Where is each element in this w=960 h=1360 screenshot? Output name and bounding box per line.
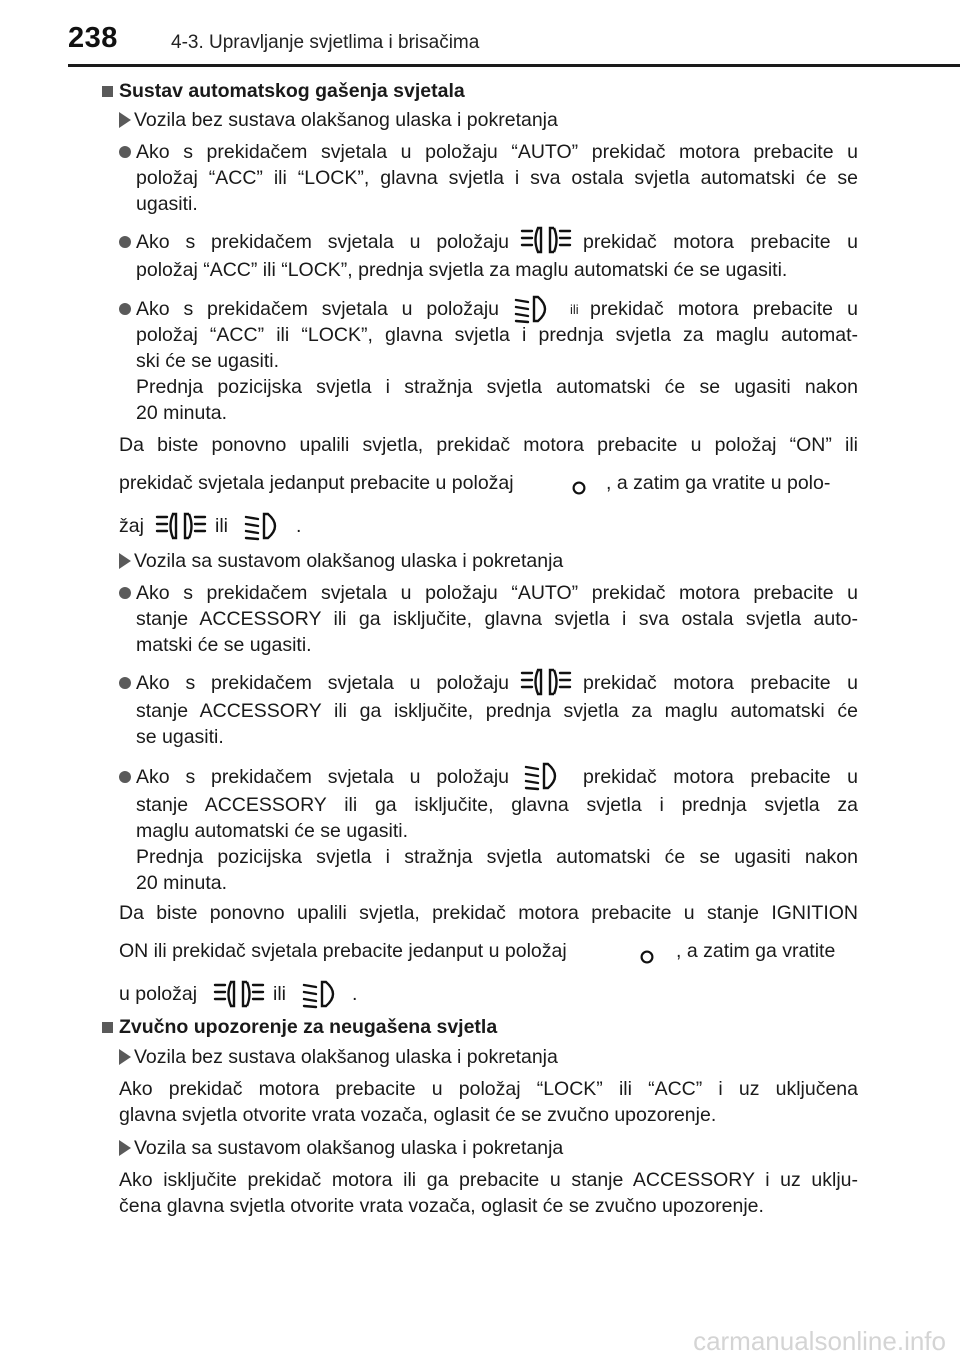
- round-bullet-icon: [119, 771, 131, 783]
- headlight-icon: [524, 761, 564, 791]
- paragraph-line: ili: [273, 983, 286, 1005]
- round-bullet-icon: [119, 236, 131, 248]
- bullet-line: prekidač motora prebacite u: [583, 672, 858, 694]
- bullet-line: stanje ACCESSORY ili ga isključite, prednja svjetla za maglu automatski će: [136, 700, 858, 722]
- lights-off-icon: [638, 948, 656, 966]
- paragraph-line: prekidač svjetala jedanput prebacite u položaj: [119, 472, 514, 494]
- bullet-line: ugasiti.: [136, 193, 198, 215]
- bullet-line: Ako s prekidačem svjetala u položaju: [136, 766, 509, 788]
- ili-label: ili: [570, 302, 579, 317]
- bullet-line: maglu automatski će se ugasiti.: [136, 820, 409, 842]
- fog-light-icon: [520, 667, 572, 697]
- paragraph-line: u položaj: [119, 983, 198, 1005]
- triangle-bullet-icon: [119, 553, 131, 569]
- subsection-title: Vozila bez sustava olakšanog ulaska i pokretanja: [134, 109, 558, 131]
- paragraph-line: čena glavna svjetla otvorite vrata vozača, oglasit će se zvučno upozorenje.: [119, 1195, 764, 1217]
- fog-light-icon: [155, 511, 207, 541]
- lights-off-icon: [570, 479, 588, 497]
- paragraph-line: ON ili prekidač svjetala prebacite jedanput u položaj: [119, 940, 567, 962]
- paragraph-line: , a zatim ga vratite: [676, 940, 836, 962]
- page-header: [0, 0, 960, 70]
- subsection-title: Vozila sa sustavom olakšanog ulaska i pokretanja: [134, 550, 564, 572]
- subsection-title: Vozila bez sustava olakšanog ulaska i pokretanja: [134, 1046, 558, 1068]
- fog-light-icon: [213, 979, 265, 1009]
- triangle-bullet-icon: [119, 1140, 131, 1156]
- bullet-line: Ako s prekidačem svjetala u položaju: [136, 298, 499, 320]
- round-bullet-icon: [119, 587, 131, 599]
- bullet-line: položaj “ACC” ili “LOCK”, prednja svjetla za maglu automatski će se ugasiti.: [136, 259, 788, 281]
- bullet-line: položaj “ACC” ili “LOCK”, glavna svjetla i sva ostala svjetla automatski će se: [136, 167, 858, 189]
- bullet-line: 20 minuta.: [136, 872, 228, 894]
- paragraph-line: Da biste ponovno upalili svjetla, prekidač motora prebacite u stanje IGNITION: [119, 902, 858, 924]
- bullet-line: Ako s prekidačem svjetala u položaju: [136, 231, 509, 253]
- section-heading: Sustav automatskog gašenja svjetala: [119, 80, 465, 102]
- paragraph-line: .: [296, 515, 302, 537]
- triangle-bullet-icon: [119, 112, 131, 128]
- paragraph-line: Da biste ponovno upalili svjetla, prekidač motora prebacite u položaj “ON” ili: [119, 434, 858, 456]
- section-heading: Zvučno upozorenje za neugašena svjetla: [119, 1016, 498, 1038]
- page-number: 238: [68, 22, 118, 54]
- header-divider: [68, 64, 960, 67]
- bullet-line: Ako s prekidačem svjetala u položaju “AUTO” prekidač motora prebacite u: [136, 582, 858, 604]
- bullet-line: prekidač motora prebacite u: [590, 298, 858, 320]
- triangle-bullet-icon: [119, 1049, 131, 1065]
- bullet-line: prekidač motora prebacite u: [583, 231, 858, 253]
- paragraph-line: Ako prekidač motora prebacite u položaj “LOCK” ili “ACC” i uz uključena: [119, 1078, 858, 1100]
- fog-light-icon: [520, 225, 572, 255]
- headlight-icon: [244, 511, 284, 541]
- bullet-line: Ako s prekidačem svjetala u položaju: [136, 672, 509, 694]
- bullet-line: 20 minuta.: [136, 402, 228, 424]
- headlight-icon: [514, 294, 554, 324]
- bullet-line: prekidač motora prebacite u: [583, 766, 858, 788]
- paragraph-line: .: [352, 983, 358, 1005]
- subsection-title: Vozila sa sustavom olakšanog ulaska i pokretanja: [134, 1137, 564, 1159]
- bullet-line: Ako s prekidačem svjetala u položaju “AUTO” prekidač motora prebacite u: [136, 141, 858, 163]
- bullet-line: Prednja pozicijska svjetla i stražnja svjetla automatski će se ugasiti nakon: [136, 846, 858, 868]
- bullet-line: položaj “ACC” ili “LOCK”, glavna svjetla i prednja svjetla za maglu automat-: [136, 324, 858, 346]
- square-bullet-icon: [102, 86, 113, 97]
- square-bullet-icon: [102, 1022, 113, 1033]
- paragraph-line: žaj: [119, 515, 144, 537]
- bullet-line: se ugasiti.: [136, 726, 224, 748]
- paragraph-line: Ako isključite prekidač motora ili ga prebacite u stanje ACCESSORY i uz uklju-: [119, 1169, 858, 1191]
- round-bullet-icon: [119, 303, 131, 315]
- round-bullet-icon: [119, 146, 131, 158]
- round-bullet-icon: [119, 677, 131, 689]
- watermark: carmanualsonline.info: [693, 1326, 946, 1356]
- bullet-line: stanje ACCESSORY ili ga isključite, glavna svjetla i sva ostala svjetla auto-: [136, 608, 858, 630]
- bullet-line: ski će se ugasiti.: [136, 350, 280, 372]
- headlight-icon: [302, 979, 342, 1009]
- paragraph-line: , a zatim ga vratite u polo-: [606, 472, 831, 494]
- bullet-line: stanje ACCESSORY ili ga isključite, glavna svjetla i prednja svjetla za: [136, 794, 858, 816]
- bullet-line: Prednja pozicijska svjetla i stražnja svjetla automatski će se ugasiti nakon: [136, 376, 858, 398]
- bullet-line: matski će se ugasiti.: [136, 634, 312, 656]
- section-title: 4-3. Upravljanje svjetlima i brisačima: [171, 32, 480, 53]
- paragraph-line: ili: [215, 515, 228, 537]
- paragraph-line: glavna svjetla otvorite vrata vozača, oglasit će se zvučno upozorenje.: [119, 1104, 717, 1126]
